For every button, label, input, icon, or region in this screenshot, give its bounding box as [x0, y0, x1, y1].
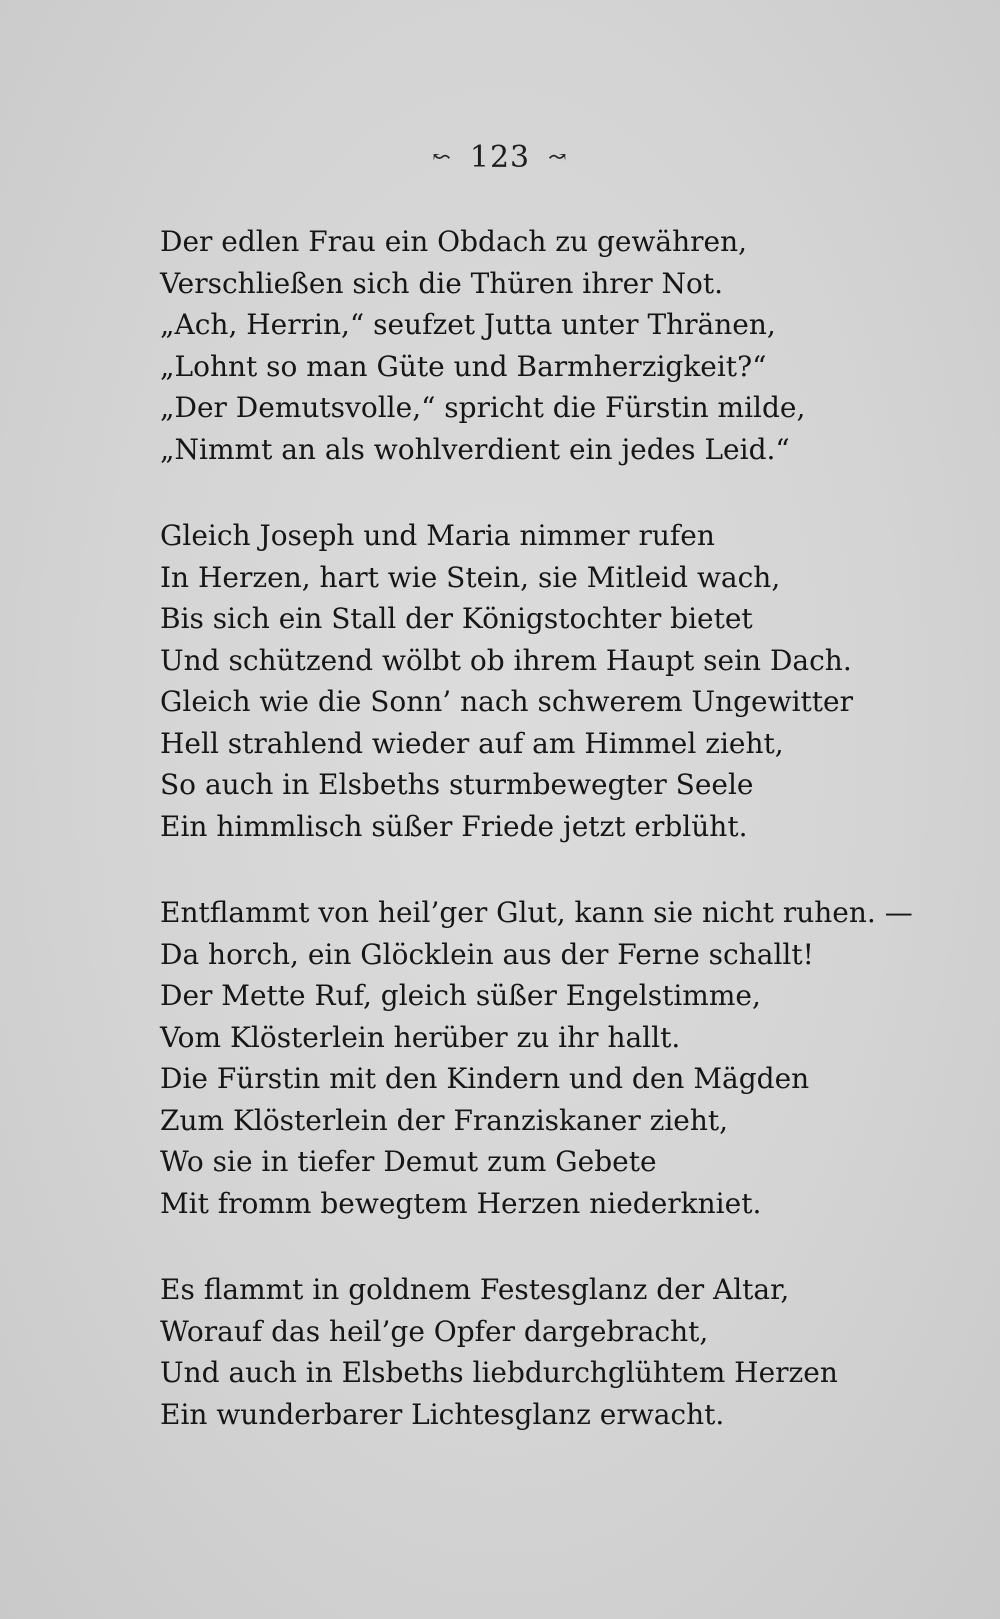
- verse-line: Mit fromm bewegtem Herzen niederkniet.: [160, 1186, 762, 1220]
- stanza: [160, 1269, 900, 1435]
- verse-line: Der edlen Frau ein Obdach zu gewähren,: [160, 225, 748, 258]
- verse-line: Wo sie in tiefer Demut zum Gebete: [160, 1145, 657, 1178]
- page-number-header: [0, 140, 1000, 175]
- ornament-right-icon: ↝: [548, 145, 568, 170]
- page-number: 123: [469, 140, 531, 175]
- verse-line: „Ach, Herrin,“ seufzet Jutta unter Thränen,: [160, 308, 776, 341]
- verse-line: Hell strahlend wieder auf am Himmel zieht,: [160, 726, 784, 760]
- verse-line: Gleich wie die Sonn’ nach schwerem Ungewitter: [160, 685, 853, 718]
- verse-line: Da horch, ein Glöcklein aus der Ferne schallt!: [160, 937, 814, 971]
- stanza: [160, 892, 913, 1224]
- verse-line: Worauf das heil’ge Opfer dargebracht,: [160, 1314, 709, 1348]
- verse-line: Die Fürstin mit den Kindern und den Mägden: [160, 1062, 810, 1095]
- verse-line: Es flammt in goldnem Festesglanz der Altar,: [160, 1273, 790, 1306]
- verse-line: Und auch in Elsbeths liebdurchglühtem Herzen: [160, 1356, 838, 1389]
- verse-line: In Herzen, hart wie Stein, sie Mitleid wach,: [160, 560, 781, 594]
- verse-line: Gleich Joseph und Maria nimmer rufen: [160, 519, 715, 552]
- stanza: [160, 221, 900, 470]
- verse-line: Ein himmlisch süßer Friede jetzt erblüht.: [160, 809, 748, 843]
- poem-text: [160, 221, 913, 1480]
- stanza: [160, 515, 900, 847]
- verse-line: Der Mette Ruf, gleich süßer Engelstimme,: [160, 979, 761, 1012]
- ornament-left-icon: ↜: [432, 145, 452, 170]
- verse-line: „Lohnt so man Güte und Barmherzigkeit?“: [160, 349, 767, 383]
- verse-line: Entflammt von heil’ger Glut, kann sie nicht ruhen. —: [160, 896, 913, 929]
- verse-line: Verschließen sich die Thüren ihrer Not.: [160, 266, 724, 300]
- verse-line: Ein wunderbarer Lichtesglanz erwacht.: [160, 1397, 725, 1431]
- verse-line: Zum Klösterlein der Franziskaner zieht,: [160, 1103, 729, 1137]
- verse-line: So auch in Elsbeths sturmbewegter Seele: [160, 768, 754, 801]
- verse-line: „Nimmt an als wohlverdient ein jedes Leid.“: [160, 432, 790, 466]
- verse-line: Vom Klösterlein herüber zu ihr hallt.: [160, 1020, 681, 1054]
- verse-line: Und schützend wölbt ob ihrem Haupt sein Dach.: [160, 643, 852, 677]
- verse-line: „Der Demutsvolle,“ spricht die Fürstin milde,: [160, 391, 806, 424]
- verse-line: Bis sich ein Stall der Königstochter bietet: [160, 602, 753, 635]
